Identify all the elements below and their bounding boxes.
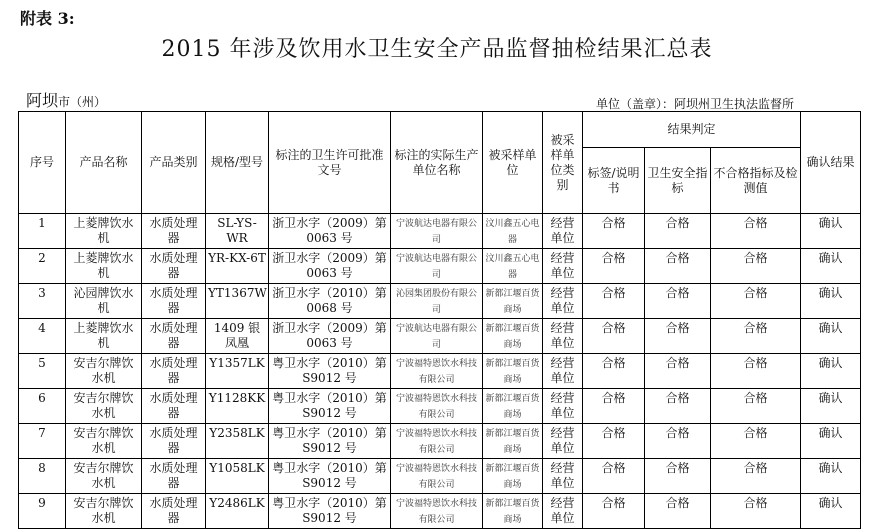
- header-result-group: 结果判定: [583, 112, 801, 148]
- cell-category: 水质处理器: [142, 354, 206, 389]
- cell-unit-type: 经营单位: [543, 459, 583, 494]
- header-failed-items: 不合格指标及检测值: [711, 148, 801, 214]
- table-row: [19, 284, 861, 319]
- cell-unit-type: 经营单位: [543, 284, 583, 319]
- cell-confirm: 确认: [801, 284, 861, 319]
- cell-permit: 浙卫水字（2009）第 0063 号: [269, 249, 391, 284]
- cell-product-name: 上菱牌饮水机: [66, 249, 142, 284]
- cell-failed-result: 合格: [711, 424, 801, 459]
- header-confirm: 确认结果: [801, 112, 861, 214]
- cell-seq: 9: [19, 494, 66, 529]
- cell-category: 水质处理器: [142, 249, 206, 284]
- cell-safety-result: 合格: [645, 249, 711, 284]
- cell-spec: YT1367W: [206, 284, 269, 319]
- cell-permit: 粤卫水字（2010）第 S9012 号: [269, 459, 391, 494]
- region-name: 阿坝: [26, 91, 59, 110]
- cell-manufacturer: 沁园集团股份有限公司: [391, 284, 483, 319]
- cell-permit: 浙卫水字（2009）第 0063 号: [269, 214, 391, 249]
- table-row: [19, 214, 861, 249]
- cell-product-name: 安吉尔牌饮水机: [66, 459, 142, 494]
- cell-permit: 粤卫水字（2010）第 S9012 号: [269, 389, 391, 424]
- cell-sampled-unit: 新都江堰百货商场: [483, 424, 543, 459]
- cell-category: 水质处理器: [142, 389, 206, 424]
- table-row: [19, 494, 861, 529]
- cell-unit-type: 经营单位: [543, 249, 583, 284]
- cell-permit: 粤卫水字（2010）第 S9012 号: [269, 494, 391, 529]
- cell-spec: Y1128KK: [206, 389, 269, 424]
- cell-label-result: 合格: [583, 389, 645, 424]
- cell-permit: 浙卫水字（2010）第 0068 号: [269, 284, 391, 319]
- cell-failed-result: 合格: [711, 389, 801, 424]
- appendix-label: 附表 3:: [20, 9, 75, 28]
- cell-safety-result: 合格: [645, 354, 711, 389]
- region-suffix: 市（州）: [58, 95, 107, 109]
- header-label-manual: 标签/说明书: [583, 148, 645, 214]
- cell-unit-type: 经营单位: [543, 494, 583, 529]
- cell-permit: 浙卫水字（2009）第 0063 号: [269, 319, 391, 354]
- cell-manufacturer: 宁波福特恩饮水科技有限公司: [391, 494, 483, 529]
- cell-unit-type: 经营单位: [543, 354, 583, 389]
- cell-product-name: 沁园牌饮水机: [66, 284, 142, 319]
- cell-manufacturer: 宁波航达电器有限公司: [391, 319, 483, 354]
- cell-label-result: 合格: [583, 249, 645, 284]
- header-seq: 序号: [19, 112, 66, 214]
- cell-spec: Y1058LK: [206, 459, 269, 494]
- cell-spec: Y2358LK: [206, 424, 269, 459]
- cell-manufacturer: 宁波福特恩饮水科技有限公司: [391, 459, 483, 494]
- cell-safety-result: 合格: [645, 459, 711, 494]
- cell-failed-result: 合格: [711, 319, 801, 354]
- table-row: [19, 389, 861, 424]
- cell-spec: YR-KX-6T: [206, 249, 269, 284]
- cell-category: 水质处理器: [142, 459, 206, 494]
- cell-permit: 粤卫水字（2010）第 S9012 号: [269, 354, 391, 389]
- cell-seq: 6: [19, 389, 66, 424]
- cell-failed-result: 合格: [711, 284, 801, 319]
- cell-label-result: 合格: [583, 284, 645, 319]
- header-manufacturer: 标注的实际生产单位名称: [391, 112, 483, 214]
- cell-seq: 8: [19, 459, 66, 494]
- cell-confirm: 确认: [801, 424, 861, 459]
- cell-unit-type: 经营单位: [543, 319, 583, 354]
- cell-permit: 粤卫水字（2010）第 S9012 号: [269, 424, 391, 459]
- cell-manufacturer: 宁波福特恩饮水科技有限公司: [391, 354, 483, 389]
- cell-label-result: 合格: [583, 424, 645, 459]
- cell-confirm: 确认: [801, 494, 861, 529]
- cell-label-result: 合格: [583, 354, 645, 389]
- header-product-name: 产品名称: [66, 112, 142, 214]
- cell-unit-type: 经营单位: [543, 214, 583, 249]
- cell-product-name: 上菱牌饮水机: [66, 319, 142, 354]
- cell-label-result: 合格: [583, 494, 645, 529]
- table-row: [19, 459, 861, 494]
- header-row-1: [19, 112, 861, 148]
- cell-unit-type: 经营单位: [543, 424, 583, 459]
- header-hygiene-safety: 卫生安全指标: [645, 148, 711, 214]
- cell-sampled-unit: 汶川鑫五心电器: [483, 249, 543, 284]
- cell-product-name: 上菱牌饮水机: [66, 214, 142, 249]
- cell-sampled-unit: 汶川鑫五心电器: [483, 214, 543, 249]
- cell-product-name: 安吉尔牌饮水机: [66, 424, 142, 459]
- cell-spec: SL-YS-WR: [206, 214, 269, 249]
- cell-seq: 2: [19, 249, 66, 284]
- cell-confirm: 确认: [801, 249, 861, 284]
- region-label: [26, 88, 106, 111]
- header-unit-type: 被采样单位类别: [543, 112, 583, 214]
- cell-confirm: 确认: [801, 389, 861, 424]
- cell-sampled-unit: 新都江堰百货商场: [483, 459, 543, 494]
- header-category: 产品类别: [142, 112, 206, 214]
- cell-seq: 4: [19, 319, 66, 354]
- cell-safety-result: 合格: [645, 389, 711, 424]
- cell-safety-result: 合格: [645, 319, 711, 354]
- table-row: [19, 424, 861, 459]
- table-row: [19, 249, 861, 284]
- cell-label-result: 合格: [583, 214, 645, 249]
- cell-label-result: 合格: [583, 459, 645, 494]
- cell-manufacturer: 宁波航达电器有限公司: [391, 214, 483, 249]
- cell-confirm: 确认: [801, 214, 861, 249]
- cell-category: 水质处理器: [142, 214, 206, 249]
- cell-sampled-unit: 新都江堰百货商场: [483, 354, 543, 389]
- header-spec: 规格/型号: [206, 112, 269, 214]
- cell-category: 水质处理器: [142, 494, 206, 529]
- cell-safety-result: 合格: [645, 284, 711, 319]
- cell-confirm: 确认: [801, 354, 861, 389]
- cell-manufacturer: 宁波航达电器有限公司: [391, 249, 483, 284]
- cell-safety-result: 合格: [645, 424, 711, 459]
- cell-safety-result: 合格: [645, 214, 711, 249]
- cell-manufacturer: 宁波福特恩饮水科技有限公司: [391, 389, 483, 424]
- cell-confirm: 确认: [801, 319, 861, 354]
- cell-seq: 3: [19, 284, 66, 319]
- results-table: [18, 111, 861, 529]
- cell-manufacturer: 宁波福特恩饮水科技有限公司: [391, 424, 483, 459]
- cell-sampled-unit: 新都江堰百货商场: [483, 389, 543, 424]
- cell-safety-result: 合格: [645, 494, 711, 529]
- cell-failed-result: 合格: [711, 249, 801, 284]
- cell-spec: Y1357LK: [206, 354, 269, 389]
- cell-product-name: 安吉尔牌饮水机: [66, 494, 142, 529]
- cell-category: 水质处理器: [142, 424, 206, 459]
- cell-sampled-unit: 新都江堰百货商场: [483, 494, 543, 529]
- header-sampled-unit: 被采样单位: [483, 112, 543, 214]
- cell-spec: 1409 银凤凰: [206, 319, 269, 354]
- cell-product-name: 安吉尔牌饮水机: [66, 389, 142, 424]
- cell-seq: 5: [19, 354, 66, 389]
- cell-confirm: 确认: [801, 459, 861, 494]
- unit-stamp-line: 单位（盖章）：阿坝州卫生执法监督所: [595, 97, 794, 111]
- page-title: 2015 年涉及饮用水卫生安全产品监督抽检结果汇总表: [161, 37, 713, 62]
- cell-product-name: 安吉尔牌饮水机: [66, 354, 142, 389]
- cell-seq: 7: [19, 424, 66, 459]
- cell-failed-result: 合格: [711, 354, 801, 389]
- cell-category: 水质处理器: [142, 284, 206, 319]
- cell-spec: Y2486LK: [206, 494, 269, 529]
- cell-failed-result: 合格: [711, 459, 801, 494]
- table-row: [19, 354, 861, 389]
- table-row: [19, 319, 861, 354]
- cell-category: 水质处理器: [142, 319, 206, 354]
- cell-sampled-unit: 新都江堰百货商场: [483, 319, 543, 354]
- cell-failed-result: 合格: [711, 494, 801, 529]
- cell-unit-type: 经营单位: [543, 389, 583, 424]
- header-permit: 标注的卫生许可批准文号: [269, 112, 391, 214]
- cell-seq: 1: [19, 214, 66, 249]
- cell-label-result: 合格: [583, 319, 645, 354]
- cell-sampled-unit: 新都江堰百货商场: [483, 284, 543, 319]
- cell-failed-result: 合格: [711, 214, 801, 249]
